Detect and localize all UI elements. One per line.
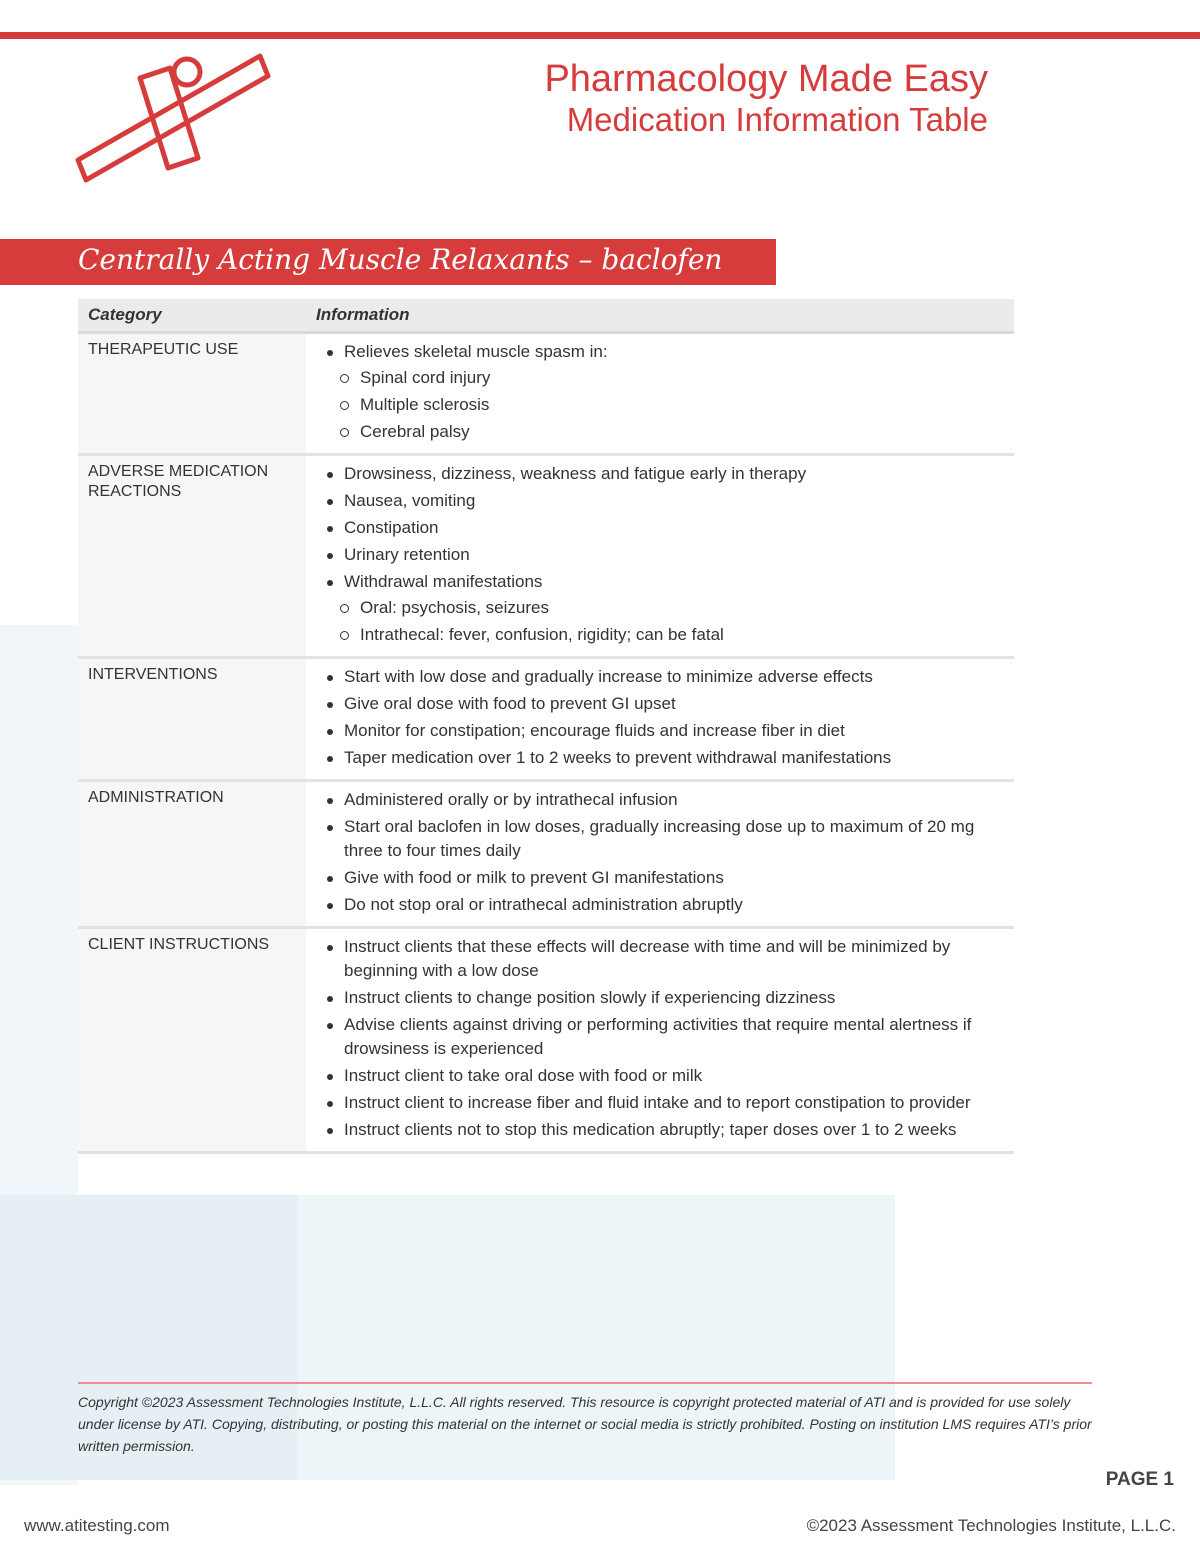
header-subtitle: Medication Information Table: [566, 101, 988, 138]
sub-bullet-item: Cerebral palsy: [340, 420, 1004, 444]
sub-bullet-list: [340, 366, 1004, 444]
bullet-item: [324, 893, 1004, 917]
sub-bullet-list: [340, 596, 1004, 647]
bullet-item: [324, 1013, 1004, 1061]
bullet-item: [324, 746, 1004, 770]
bullet-text: Withdrawal manifestations: [344, 572, 543, 591]
bullet-text: Instruct client to increase fiber and fluid intake and to report constipation to provider: [344, 1093, 971, 1112]
bullet-item: [324, 815, 1004, 863]
table-row: [78, 455, 1014, 658]
sub-bullet-item: Oral: psychosis, seizures: [340, 596, 1004, 620]
header-title: Pharmacology Made Easy: [544, 58, 988, 100]
row-category: CLIENT INSTRUCTIONS: [78, 928, 306, 1153]
column-header-information: Information: [306, 299, 1014, 333]
row-category: ADVERSE MEDICATION REACTIONS: [78, 455, 306, 658]
row-information: [306, 333, 1014, 455]
bullet-item: [324, 543, 1004, 567]
table-row: [78, 781, 1014, 928]
table-row: [78, 928, 1014, 1153]
bullet-item: [324, 1091, 1004, 1115]
bullet-item: [324, 719, 1004, 743]
bullet-text: Administered orally or by intrathecal infusion: [344, 790, 678, 809]
bullet-text: Give with food or milk to prevent GI manifestations: [344, 868, 724, 887]
bullet-text: Give oral dose with food to prevent GI upset: [344, 694, 676, 713]
section-banner: [0, 239, 776, 285]
bullet-list: [324, 665, 1004, 770]
table-row: [78, 658, 1014, 781]
bullet-text: Monitor for constipation; encourage fluids and increase fiber in diet: [344, 721, 845, 740]
bullet-list: [324, 340, 1004, 444]
table-body: [78, 333, 1014, 1153]
top-accent-bar: [0, 32, 1200, 39]
row-category: ADMINISTRATION: [78, 781, 306, 928]
bullet-text: Drowsiness, dizziness, weakness and fatigue early in therapy: [344, 464, 807, 483]
bullet-text: Start with low dose and gradually increase to minimize adverse effects: [344, 667, 873, 686]
column-header-category: Category: [78, 299, 306, 333]
bullet-text: Nausea, vomiting: [344, 491, 476, 510]
table-header-row: [78, 299, 1014, 333]
bullet-item: [324, 935, 1004, 983]
bullet-text: Instruct clients to change position slowly if experiencing dizziness: [344, 988, 836, 1007]
bullet-item: [324, 489, 1004, 513]
bullet-item: [324, 340, 1004, 444]
bullet-text: Instruct client to take oral dose with food or milk: [344, 1066, 703, 1085]
row-category: THERAPEUTIC USE: [78, 333, 306, 455]
bullet-text: Do not stop oral or intrathecal administration abruptly: [344, 895, 743, 914]
bullet-text: Advise clients against driving or performing activities that require mental alertness if drowsiness is experienced: [344, 1015, 972, 1058]
bullet-item: [324, 516, 1004, 540]
bullet-text: Relieves skeletal muscle spasm in:: [344, 342, 608, 361]
bullet-list: [324, 462, 1004, 647]
sub-bullet-item: Spinal cord injury: [340, 366, 1004, 390]
bullet-text: Urinary retention: [344, 545, 470, 564]
row-information: [306, 455, 1014, 658]
section-banner-title: Centrally Acting Muscle Relaxants – baclofen: [78, 243, 723, 276]
bullet-item: [324, 1118, 1004, 1142]
sub-bullet-item: Multiple sclerosis: [340, 393, 1004, 417]
bullet-item: [324, 570, 1004, 647]
medication-table: [78, 299, 1014, 1154]
bullet-item: [324, 866, 1004, 890]
page-number: PAGE 1: [1105, 1469, 1174, 1490]
bullet-text: Instruct clients that these effects will decrease with time and will be minimized by beginning with a low dose: [344, 937, 951, 980]
table-row: [78, 333, 1014, 455]
header-title-block: [544, 58, 988, 140]
bullet-item: [324, 986, 1004, 1010]
bullet-list: [324, 788, 1004, 917]
bullet-text: Instruct clients not to stop this medication abruptly; taper doses over 1 to 2 weeks: [344, 1120, 957, 1139]
sub-bullet-item: Intrathecal: fever, confusion, rigidity; can be fatal: [340, 623, 1004, 647]
row-information: [306, 658, 1014, 781]
bullet-item: [324, 1064, 1004, 1088]
bullet-text: Taper medication over 1 to 2 weeks to prevent withdrawal manifestations: [344, 748, 892, 767]
bullet-item: [324, 692, 1004, 716]
row-category: INTERVENTIONS: [78, 658, 306, 781]
bullet-list: [324, 935, 1004, 1142]
row-information: [306, 781, 1014, 928]
ati-logo-icon: [70, 48, 280, 188]
bullet-item: [324, 788, 1004, 812]
bullet-text: Start oral baclofen in low doses, gradually increasing dose up to maximum of 20 mg three to four times daily: [344, 817, 975, 860]
copyright-notice: Copyright ©2023 Assessment Technologies Institute, L.L.C. All rights reserved. This resource is copyright protected material of ATI and is provided for use solely under license by ATI. Copying, distributing, or posting this material on the internet or social media is strictly prohibited. Posting on institution LMS requires ATI’s prior written permission.: [78, 1382, 1092, 1457]
bullet-text: Constipation: [344, 518, 439, 537]
footer-company: ©2023 Assessment Technologies Institute, L.L.C.: [806, 1516, 1176, 1535]
bullet-item: [324, 462, 1004, 486]
bullet-item: [324, 665, 1004, 689]
footer-website: www.atitesting.com: [24, 1516, 170, 1535]
row-information: [306, 928, 1014, 1153]
